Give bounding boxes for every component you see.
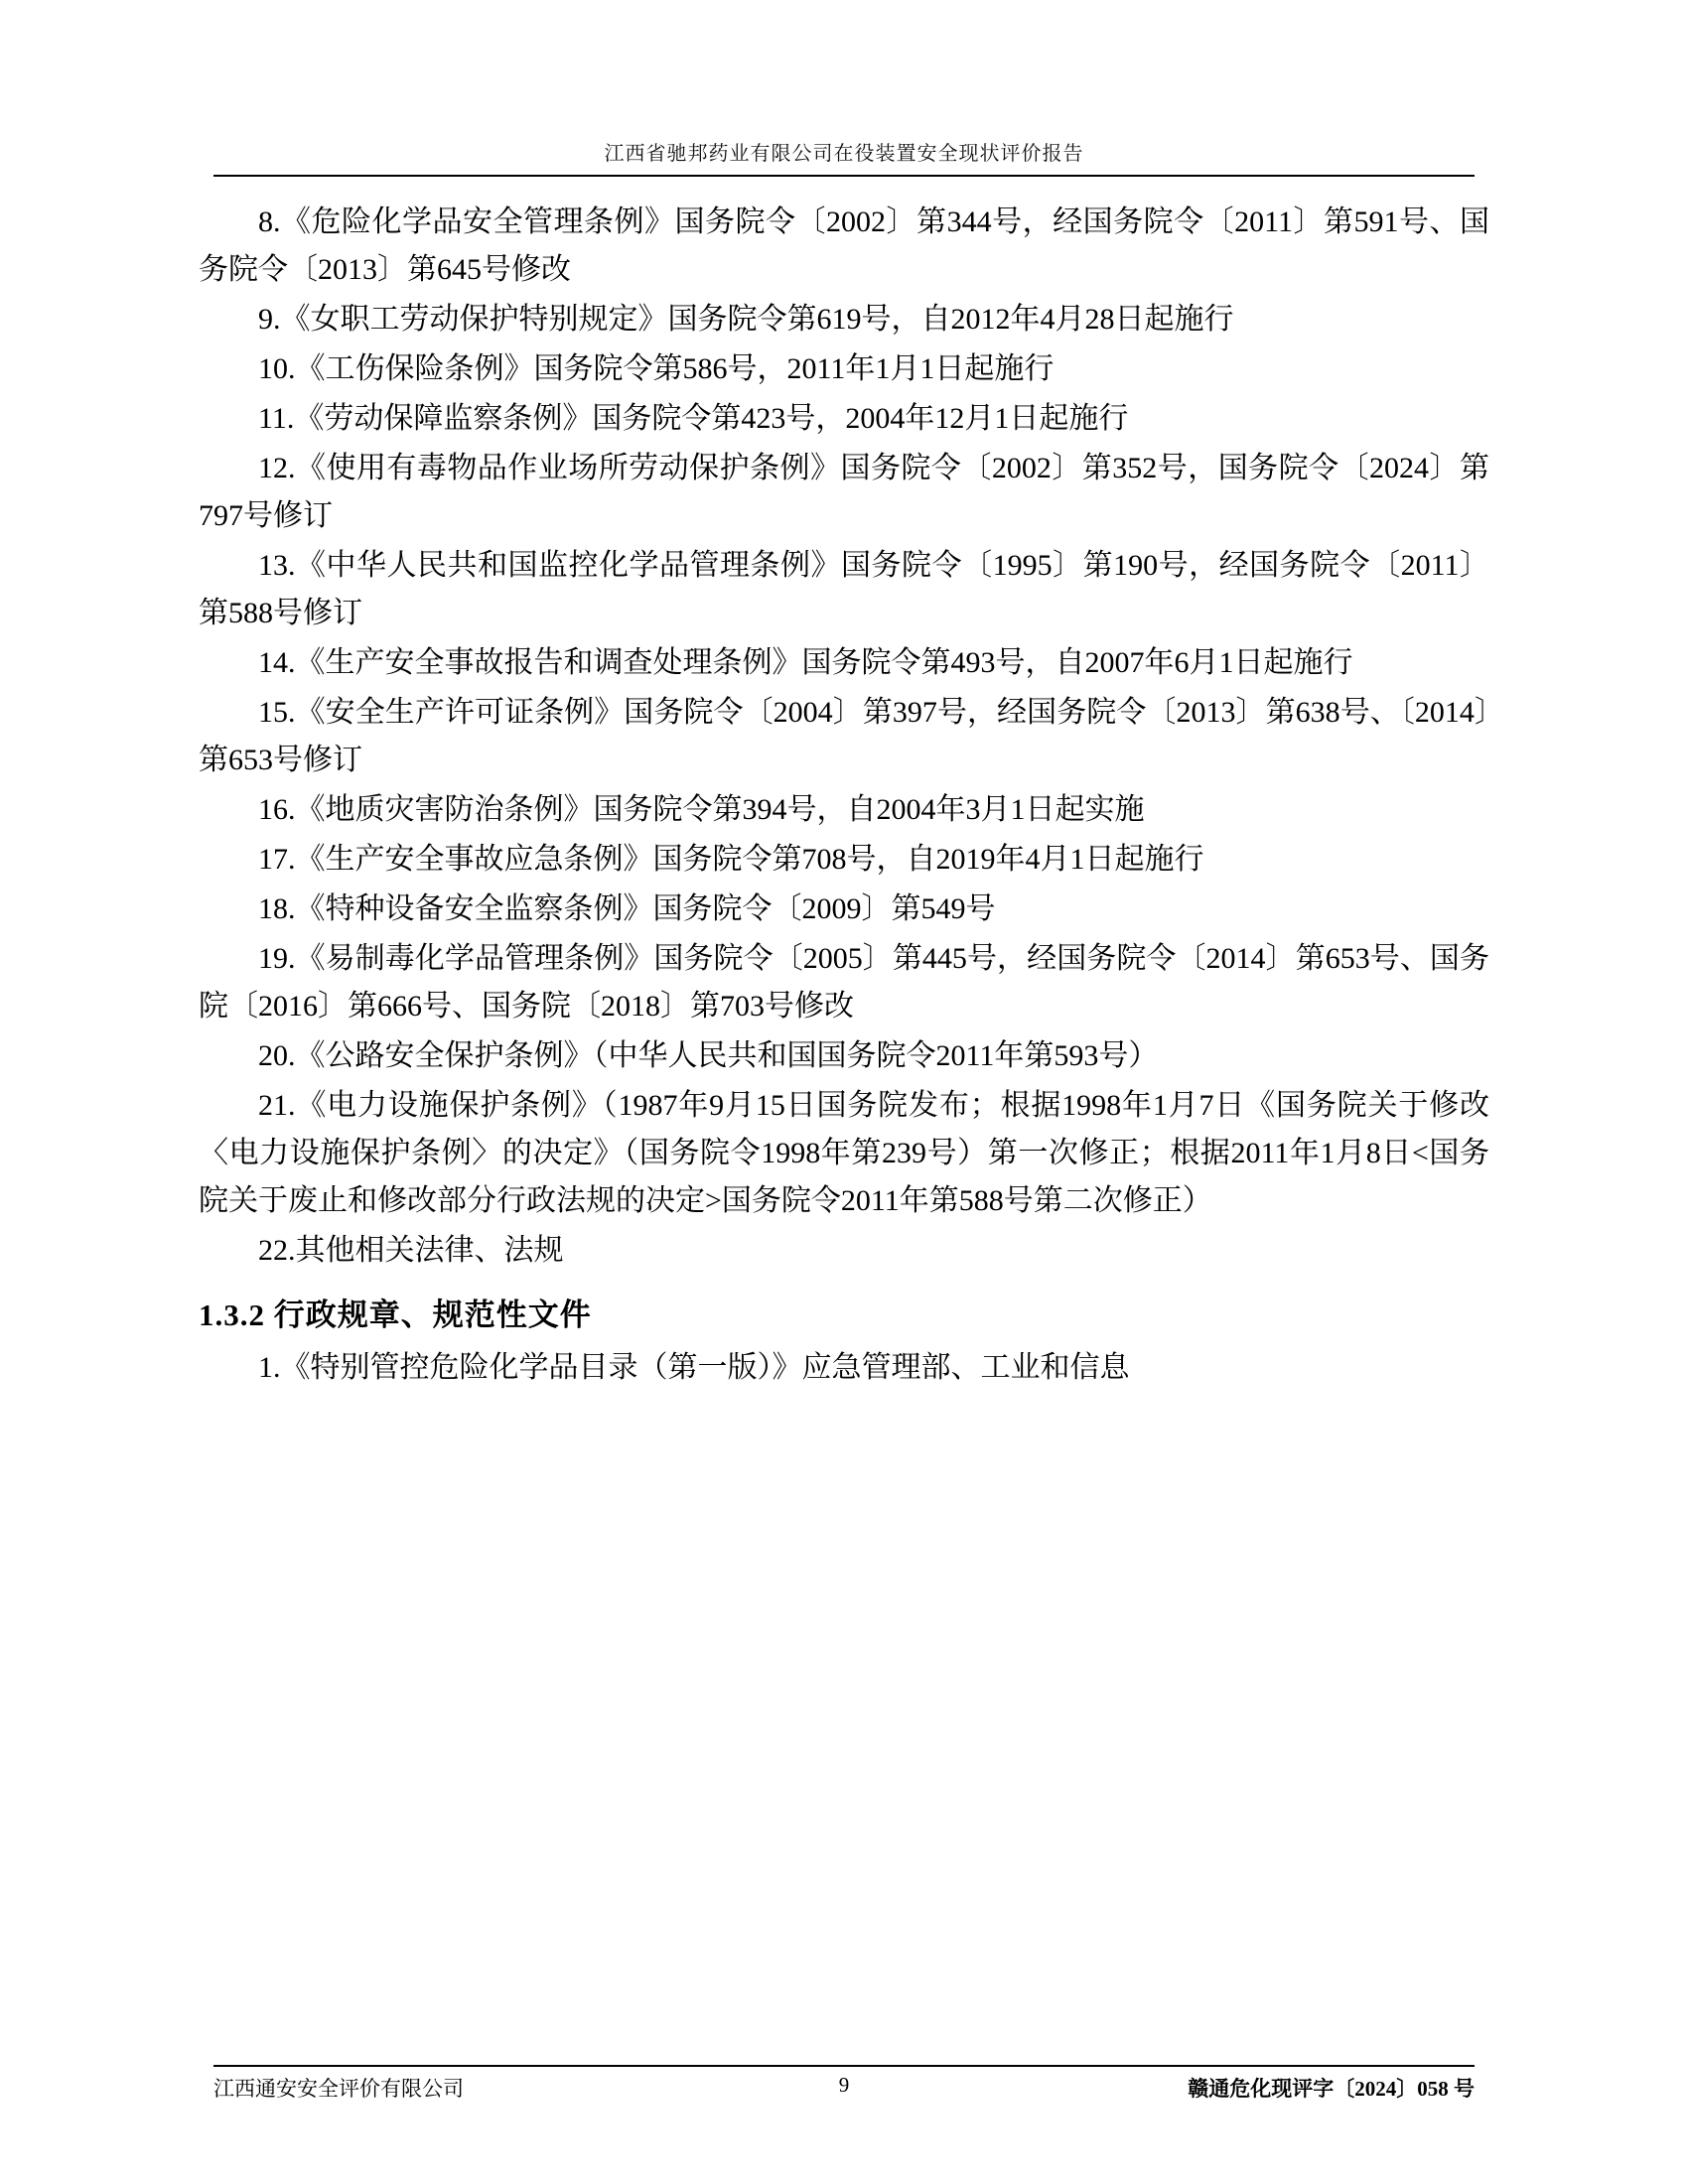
list-item: 16.《地质灾害防治条例》国务院令第394号，自2004年3月1日起实施	[258, 793, 1145, 826]
list-item: 14.《生产安全事故报告和调查处理条例》国务院令第493号，自2007年6月1日起施行	[258, 646, 1353, 679]
list-item: 9.《女职工劳动保护特别规定》国务院令第619号，自2012年4月28日起施行	[258, 303, 1234, 336]
header-divider	[213, 175, 1475, 177]
page-number: 9	[838, 2073, 850, 2097]
footer-company: 江西通安安全评价有限公司	[213, 2077, 464, 2101]
page-header: 江西省驰邦药业有限公司在役装置安全现状评价报告	[604, 143, 1084, 165]
section-heading: 1.3.2 行政规章、规范性文件	[199, 1297, 592, 1332]
page-content	[199, 199, 1489, 1394]
list-item: 12.《使用有毒物品作业场所劳动保护条例》国务院令〔2002〕第352号，国务院令〔2024〕第797号修订	[199, 452, 1489, 532]
list-item: 21.《电力设施保护条例》（1987年9月15日国务院发布；根据1998年1月7日《国务院关于修改〈电力设施保护条例〉的决定》（国务院令1998年第239号）第一次修正；根据2011年1月8日<国务院关于废止和修改部分行政法规的决定>国务院令2011年第588号第二次修正）	[199, 1089, 1489, 1217]
list-item: 22.其他相关法律、法规	[258, 1234, 564, 1267]
list-item: 11.《劳动保障监察条例》国务院令第423号，2004年12月1日起施行	[258, 402, 1129, 435]
list-item: 17.《生产安全事故应急条例》国务院令第708号，自2019年4月1日起施行	[258, 843, 1204, 876]
footer-document-number: 赣通危化现评字〔2024〕058 号	[1188, 2077, 1475, 2101]
list-item: 20.《公路安全保护条例》（中华人民共和国国务院令2011年第593号）	[258, 1039, 1159, 1072]
page-footer	[213, 2073, 1475, 2113]
list-item: 19.《易制毒化学品管理条例》国务院令〔2005〕第445号，经国务院令〔2014〕第653号、国务院〔2016〕第666号、国务院〔2018〕第703号修改	[199, 942, 1489, 1023]
list-item: 15.《安全生产许可证条例》国务院令〔2004〕第397号，经国务院令〔2013〕第638号、〔2014〕第653号修订	[199, 696, 1489, 776]
list-item: 13.《中华人民共和国监控化学品管理条例》国务院令〔1995〕第190号，经国务院令〔2011〕第588号修订	[199, 549, 1489, 629]
list-item: 18.《特种设备安全监察条例》国务院令〔2009〕第549号	[258, 892, 996, 925]
list-item: 8.《危险化学品安全管理条例》国务院令〔2002〕第344号，经国务院令〔2011〕第591号、国务院令〔2013〕第645号修改	[199, 205, 1489, 286]
footer-divider	[213, 2065, 1475, 2067]
list-item: 1.《特别管控危险化学品目录（第一版）》应急管理部、工业和信息	[258, 1350, 1130, 1384]
list-item: 10.《工伤保险条例》国务院令第586号，2011年1月1日起施行	[258, 352, 1055, 385]
